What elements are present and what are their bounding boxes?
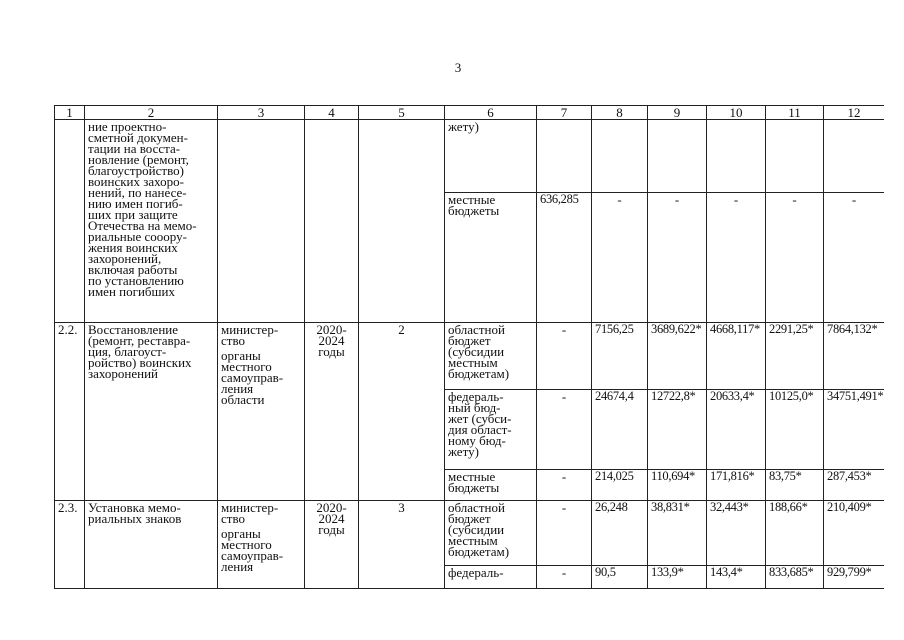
value-cell: 210,409* xyxy=(824,501,885,566)
value-cell: - xyxy=(537,323,592,390)
value-cell: 171,816* xyxy=(707,470,766,501)
value-cell: 90,5 xyxy=(592,566,648,589)
value-cell: 3689,622* xyxy=(648,323,707,390)
executor-cell xyxy=(218,323,305,501)
col-header-3: 3 xyxy=(218,106,305,120)
item-number: 2.3. xyxy=(55,501,85,589)
table-row xyxy=(55,323,885,390)
value-cell: 26,248 xyxy=(592,501,648,566)
funding-source: федераль- ный бюд- жет (субси- дия област- ному бюд- жету) xyxy=(445,390,537,470)
executor-ministry: министер- ство xyxy=(221,322,279,348)
col-header-12: 12 xyxy=(824,106,885,120)
value-cell: 133,9* xyxy=(648,566,707,589)
target-cell xyxy=(359,120,445,323)
col-header-1: 1 xyxy=(55,106,85,120)
value-cell xyxy=(824,120,885,193)
value-cell: 34751,491* xyxy=(824,390,885,470)
period-cell xyxy=(305,120,359,323)
item-description: Восстановление (ремонт, реставра- ция, благоуст- ройство) воинских захоронений xyxy=(85,323,218,501)
col-header-6: 6 xyxy=(445,106,537,120)
executor-cell xyxy=(218,501,305,589)
col-header-8: 8 xyxy=(592,106,648,120)
value-cell: 32,443* xyxy=(707,501,766,566)
funding-source: местные бюджеты xyxy=(445,192,537,322)
value-cell xyxy=(707,120,766,193)
value-cell: 10125,0* xyxy=(766,390,824,470)
table-row xyxy=(55,501,885,566)
value-cell: - xyxy=(824,192,885,322)
value-cell: 833,685* xyxy=(766,566,824,589)
value-cell xyxy=(766,120,824,193)
funding-source: местные бюджеты xyxy=(445,470,537,501)
value-cell: - xyxy=(648,192,707,322)
funding-source: жету) xyxy=(445,120,537,193)
value-cell: 38,831* xyxy=(648,501,707,566)
funding-source: областной бюджет (субсидии местным бюджетам) xyxy=(445,501,537,566)
value-cell: 110,694* xyxy=(648,470,707,501)
executor-local-government: органы местного самоуправ- ления области xyxy=(221,348,284,407)
table-frame xyxy=(54,105,884,595)
period: 2020- 2024 годы xyxy=(305,501,359,589)
value-cell: 12722,8* xyxy=(648,390,707,470)
col-header-5: 5 xyxy=(359,106,445,120)
value-cell xyxy=(537,120,592,193)
col-header-4: 4 xyxy=(305,106,359,120)
value-cell: - xyxy=(707,192,766,322)
col-header-2: 2 xyxy=(85,106,218,120)
program-table xyxy=(54,105,884,589)
item-description: ние проектно- сметной докумен- тации на восста- новление (ремонт, благоустройство) воинских захоро- нений, по нанесе- нию имен погиб- ших при защите Отечества на мемо- риальные сооору- жения воинских захоронений, включая работы по установлению имен погибших xyxy=(85,120,218,323)
value-cell: - xyxy=(592,192,648,322)
value-cell: - xyxy=(537,390,592,470)
value-cell: 929,799* xyxy=(824,566,885,589)
value-cell: 4668,117* xyxy=(707,323,766,390)
value-cell: 214,025 xyxy=(592,470,648,501)
value-cell: 2291,25* xyxy=(766,323,824,390)
value-cell: - xyxy=(537,470,592,501)
col-header-9: 9 xyxy=(648,106,707,120)
value-cell: 143,4* xyxy=(707,566,766,589)
table-row xyxy=(55,120,885,193)
target-indicator: 2 xyxy=(359,323,445,501)
funding-source: федераль- xyxy=(445,566,537,589)
value-cell: - xyxy=(537,566,592,589)
item-number-cell xyxy=(55,120,85,323)
executor-ministry: министер- ство xyxy=(221,500,279,526)
value-cell: 7864,132* xyxy=(824,323,885,390)
value-cell: - xyxy=(537,501,592,566)
executor-local-government: органы местного самоуправ- ления xyxy=(221,526,284,574)
value-cell: 287,453* xyxy=(824,470,885,501)
col-header-7: 7 xyxy=(537,106,592,120)
value-cell: 7156,25 xyxy=(592,323,648,390)
period: 2020- 2024 годы xyxy=(305,323,359,501)
value-cell xyxy=(592,120,648,193)
value-cell: 24674,4 xyxy=(592,390,648,470)
item-description: Установка мемо- риальных знаков xyxy=(85,501,218,589)
value-cell: 636,285 xyxy=(537,192,592,322)
column-number-row xyxy=(55,106,885,120)
value-cell: 188,66* xyxy=(766,501,824,566)
value-cell: 83,75* xyxy=(766,470,824,501)
value-cell: 20633,4* xyxy=(707,390,766,470)
target-indicator: 3 xyxy=(359,501,445,589)
value-cell: - xyxy=(766,192,824,322)
page-number: 3 xyxy=(454,60,462,75)
executor-cell xyxy=(218,120,305,323)
item-number: 2.2. xyxy=(55,323,85,501)
col-header-10: 10 xyxy=(707,106,766,120)
col-header-11: 11 xyxy=(766,106,824,120)
value-cell xyxy=(648,120,707,193)
funding-source: областной бюджет (субсидии местным бюджетам) xyxy=(445,323,537,390)
